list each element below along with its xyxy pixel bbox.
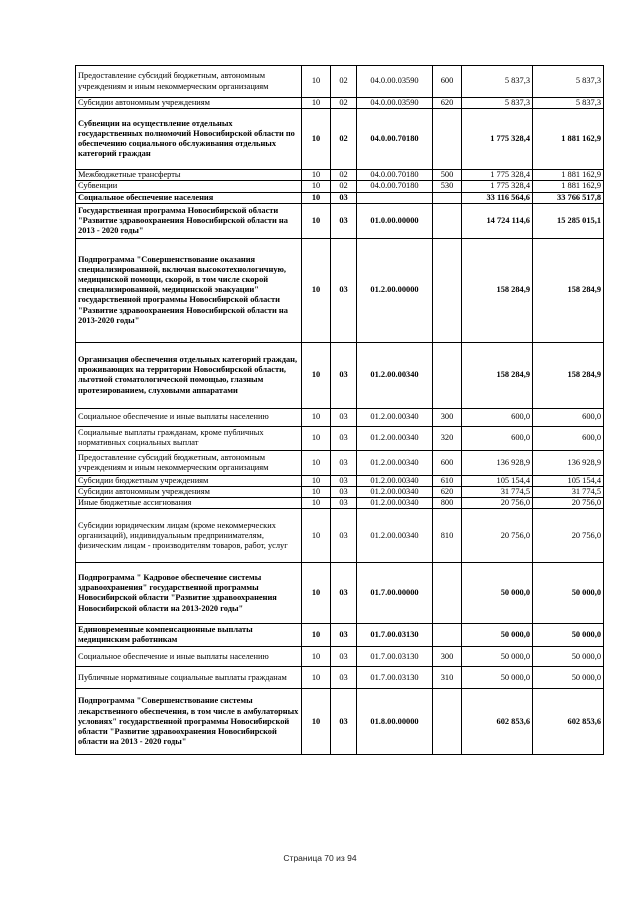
row-target-article-cell: 01.7.00.03130 — [357, 667, 433, 689]
row-amount-year2-cell: 20 756,0 — [533, 498, 604, 509]
row-amount-year2-cell: 15 285 015,1 — [533, 203, 604, 238]
row-section-cell: 10 — [302, 563, 331, 624]
row-target-article-cell: 01.2.00.00340 — [357, 498, 433, 509]
row-amount-year2-cell: 1 881 162,9 — [533, 181, 604, 192]
row-target-article-cell: 01.2.00.00340 — [357, 509, 433, 563]
row-amount-year1-cell: 50 000,0 — [462, 647, 533, 667]
page-footer: Страница 70 из 94 — [283, 853, 357, 863]
row-amount-year2-cell: 1 881 162,9 — [533, 109, 604, 170]
row-section-cell: 10 — [302, 109, 331, 170]
row-section-cell: 10 — [302, 98, 331, 109]
row-expense-type-cell: 620 — [433, 98, 462, 109]
row-subsection-cell: 03 — [331, 647, 357, 667]
row-section-cell: 10 — [302, 342, 331, 408]
budget-table — [75, 65, 604, 755]
row-target-article-cell: 01.8.00.00000 — [357, 689, 433, 755]
row-amount-year2-cell: 1 881 162,9 — [533, 170, 604, 181]
row-amount-year1-cell: 31 774,5 — [462, 487, 533, 498]
row-target-article-cell: 04.0.00.70180 — [357, 170, 433, 181]
row-section-cell: 10 — [302, 192, 331, 203]
row-section-cell: 10 — [302, 170, 331, 181]
table-row — [76, 689, 604, 755]
row-amount-year2-cell: 602 853,6 — [533, 689, 604, 755]
row-amount-year1-cell: 50 000,0 — [462, 563, 533, 624]
row-name-cell: Социальное обеспечение и иные выплаты населению — [76, 408, 302, 426]
table-row — [76, 170, 604, 181]
row-subsection-cell: 03 — [331, 509, 357, 563]
row-section-cell: 10 — [302, 498, 331, 509]
table-row — [76, 498, 604, 509]
row-expense-type-cell — [433, 192, 462, 203]
row-target-article-cell: 01.2.00.00000 — [357, 238, 433, 342]
row-name-cell: Подпрограмма "Совершенствование оказания специализированной, включая высокотехнологичную, медицинской помощи, скорой, в том числе скорой специализированной, медицинской эвакуации" государственной программы Новосибирской области "Развитие здравоохранения Новосибирской области на 2013-2020 годы" — [76, 238, 302, 342]
table-row — [76, 563, 604, 624]
row-amount-year1-cell: 1 775 328,4 — [462, 109, 533, 170]
row-name-cell: Социальное обеспечение и иные выплаты населению — [76, 647, 302, 667]
row-amount-year1-cell: 105 154,4 — [462, 475, 533, 486]
row-amount-year1-cell: 20 756,0 — [462, 509, 533, 563]
row-amount-year2-cell: 20 756,0 — [533, 509, 604, 563]
row-subsection-cell: 03 — [331, 238, 357, 342]
table-row — [76, 475, 604, 486]
row-amount-year1-cell: 5 837,3 — [462, 66, 533, 98]
table-row — [76, 192, 604, 203]
row-section-cell: 10 — [302, 203, 331, 238]
row-amount-year2-cell: 600,0 — [533, 408, 604, 426]
table-row — [76, 450, 604, 475]
row-expense-type-cell: 610 — [433, 475, 462, 486]
row-target-article-cell: 01.7.00.03130 — [357, 647, 433, 667]
row-section-cell: 10 — [302, 426, 331, 450]
row-amount-year1-cell: 602 853,6 — [462, 689, 533, 755]
row-expense-type-cell — [433, 563, 462, 624]
row-name-cell: Публичные нормативные социальные выплаты гражданам — [76, 667, 302, 689]
row-target-article-cell: 04.0.00.03590 — [357, 98, 433, 109]
row-target-article-cell: 01.2.00.00340 — [357, 342, 433, 408]
row-amount-year1-cell: 33 116 564,6 — [462, 192, 533, 203]
row-name-cell: Субсидии автономным учреждениям — [76, 487, 302, 498]
row-amount-year2-cell: 158 284,9 — [533, 342, 604, 408]
row-target-article-cell: 04.0.00.70180 — [357, 181, 433, 192]
row-amount-year1-cell: 600,0 — [462, 426, 533, 450]
row-amount-year2-cell: 50 000,0 — [533, 647, 604, 667]
row-expense-type-cell: 310 — [433, 667, 462, 689]
row-amount-year1-cell: 50 000,0 — [462, 667, 533, 689]
row-name-cell: Единовременные компенсационные выплаты медицинским работникам — [76, 624, 302, 647]
row-name-cell: Подпрограмма " Кадровое обеспечение системы здравоохранения" государственной программы Новосибирской области "Развитие здравоохранения Новосибирской области на 2013-2020 годы" — [76, 563, 302, 624]
table-row — [76, 181, 604, 192]
row-subsection-cell: 03 — [331, 667, 357, 689]
row-target-article-cell: 01.2.00.00340 — [357, 408, 433, 426]
row-section-cell: 10 — [302, 181, 331, 192]
table-row — [76, 238, 604, 342]
row-subsection-cell: 03 — [331, 426, 357, 450]
row-amount-year1-cell: 158 284,9 — [462, 342, 533, 408]
row-section-cell: 10 — [302, 624, 331, 647]
row-amount-year2-cell: 105 154,4 — [533, 475, 604, 486]
table-row — [76, 342, 604, 408]
row-expense-type-cell: 530 — [433, 181, 462, 192]
row-expense-type-cell: 810 — [433, 509, 462, 563]
row-name-cell: Организация обеспечения отдельных категорий граждан, проживающих на территории Новосибирской области, льготной стоматологической помощью, глазным протезированием, слуховыми аппаратами — [76, 342, 302, 408]
row-subsection-cell: 03 — [331, 342, 357, 408]
row-section-cell: 10 — [302, 667, 331, 689]
row-amount-year2-cell: 600,0 — [533, 426, 604, 450]
table-row — [76, 647, 604, 667]
row-expense-type-cell: 300 — [433, 647, 462, 667]
row-amount-year1-cell: 1 775 328,4 — [462, 170, 533, 181]
row-subsection-cell: 03 — [331, 450, 357, 475]
row-expense-type-cell — [433, 342, 462, 408]
row-name-cell: Предоставление субсидий бюджетным, автономным учреждениям и иным некоммерческим организациям — [76, 66, 302, 98]
table-row — [76, 509, 604, 563]
row-name-cell: Субвенции — [76, 181, 302, 192]
row-expense-type-cell — [433, 109, 462, 170]
row-name-cell: Субвенции на осуществление отдельных государственных полномочий Новосибирской области по обеспечению социального обслуживания отдельных категорий граждан — [76, 109, 302, 170]
row-name-cell: Подпрограмма "Совершенствование системы лекарственного обеспечения, в том числе в амбулаторных условиях" государственной программы Новосибирской области "Развитие здравоохранения Новосибирской области на 2013 - 2020 годы" — [76, 689, 302, 755]
row-subsection-cell: 03 — [331, 192, 357, 203]
row-amount-year2-cell: 5 837,3 — [533, 98, 604, 109]
row-subsection-cell: 02 — [331, 66, 357, 98]
row-amount-year2-cell: 50 000,0 — [533, 667, 604, 689]
row-target-article-cell: 01.7.00.03130 — [357, 624, 433, 647]
table-row — [76, 426, 604, 450]
row-section-cell: 10 — [302, 450, 331, 475]
budget-table-body — [76, 66, 604, 755]
row-subsection-cell: 02 — [331, 98, 357, 109]
row-expense-type-cell: 600 — [433, 66, 462, 98]
row-subsection-cell: 03 — [331, 689, 357, 755]
row-amount-year1-cell: 5 837,3 — [462, 98, 533, 109]
row-subsection-cell: 03 — [331, 498, 357, 509]
row-amount-year1-cell: 136 928,9 — [462, 450, 533, 475]
table-row — [76, 408, 604, 426]
row-section-cell: 10 — [302, 238, 331, 342]
row-section-cell: 10 — [302, 408, 331, 426]
row-amount-year1-cell: 158 284,9 — [462, 238, 533, 342]
row-subsection-cell: 03 — [331, 563, 357, 624]
row-target-article-cell: 04.0.00.03590 — [357, 66, 433, 98]
row-name-cell: Предоставление субсидий бюджетным, автономным учреждениям и иным некоммерческим организациям — [76, 450, 302, 475]
row-target-article-cell: 01.2.00.00340 — [357, 450, 433, 475]
table-row — [76, 66, 604, 98]
row-expense-type-cell — [433, 203, 462, 238]
row-section-cell: 10 — [302, 689, 331, 755]
row-section-cell: 10 — [302, 487, 331, 498]
row-section-cell: 10 — [302, 66, 331, 98]
row-expense-type-cell: 320 — [433, 426, 462, 450]
row-target-article-cell: 01.0.00.00000 — [357, 203, 433, 238]
row-amount-year2-cell: 33 766 517,8 — [533, 192, 604, 203]
table-row — [76, 487, 604, 498]
row-subsection-cell: 03 — [331, 624, 357, 647]
row-amount-year2-cell: 31 774,5 — [533, 487, 604, 498]
row-section-cell: 10 — [302, 647, 331, 667]
row-target-article-cell: 01.2.00.00340 — [357, 475, 433, 486]
row-expense-type-cell — [433, 689, 462, 755]
row-subsection-cell: 03 — [331, 408, 357, 426]
row-section-cell: 10 — [302, 475, 331, 486]
table-row — [76, 109, 604, 170]
row-amount-year2-cell: 50 000,0 — [533, 563, 604, 624]
row-subsection-cell: 02 — [331, 181, 357, 192]
row-expense-type-cell: 300 — [433, 408, 462, 426]
row-amount-year1-cell: 50 000,0 — [462, 624, 533, 647]
row-name-cell: Субсидии юридическим лицам (кроме некоммерческих организаций), индивидуальным предпринимателям, физическим лицам - производителям товаров, работ, услуг — [76, 509, 302, 563]
row-name-cell: Социальные выплаты гражданам, кроме публичных нормативных социальных выплат — [76, 426, 302, 450]
row-section-cell: 10 — [302, 509, 331, 563]
row-target-article-cell: 01.7.00.00000 — [357, 563, 433, 624]
row-target-article-cell: 01.2.00.00340 — [357, 487, 433, 498]
row-amount-year1-cell: 20 756,0 — [462, 498, 533, 509]
row-target-article-cell — [357, 192, 433, 203]
row-subsection-cell: 03 — [331, 487, 357, 498]
row-name-cell: Субсидии бюджетным учреждениям — [76, 475, 302, 486]
row-name-cell: Государственная программа Новосибирской области "Развитие здравоохранения Новосибирской области на 2013 - 2020 годы" — [76, 203, 302, 238]
row-amount-year2-cell: 5 837,3 — [533, 66, 604, 98]
table-row — [76, 203, 604, 238]
row-subsection-cell: 02 — [331, 109, 357, 170]
row-name-cell: Субсидии автономным учреждениям — [76, 98, 302, 109]
row-amount-year2-cell: 158 284,9 — [533, 238, 604, 342]
row-expense-type-cell: 600 — [433, 450, 462, 475]
row-subsection-cell: 02 — [331, 170, 357, 181]
row-amount-year1-cell: 14 724 114,6 — [462, 203, 533, 238]
row-name-cell: Социальное обеспечение населения — [76, 192, 302, 203]
row-expense-type-cell: 500 — [433, 170, 462, 181]
table-row — [76, 98, 604, 109]
row-expense-type-cell — [433, 624, 462, 647]
table-row — [76, 624, 604, 647]
row-target-article-cell: 04.0.00.70180 — [357, 109, 433, 170]
row-expense-type-cell — [433, 238, 462, 342]
table-row — [76, 667, 604, 689]
row-amount-year1-cell: 1 775 328,4 — [462, 181, 533, 192]
row-name-cell: Межбюджетные трансферты — [76, 170, 302, 181]
row-subsection-cell: 03 — [331, 475, 357, 486]
row-name-cell: Иные бюджетные ассигнования — [76, 498, 302, 509]
row-expense-type-cell: 800 — [433, 498, 462, 509]
row-subsection-cell: 03 — [331, 203, 357, 238]
row-amount-year2-cell: 136 928,9 — [533, 450, 604, 475]
row-expense-type-cell: 620 — [433, 487, 462, 498]
row-amount-year1-cell: 600,0 — [462, 408, 533, 426]
row-amount-year2-cell: 50 000,0 — [533, 624, 604, 647]
row-target-article-cell: 01.2.00.00340 — [357, 426, 433, 450]
